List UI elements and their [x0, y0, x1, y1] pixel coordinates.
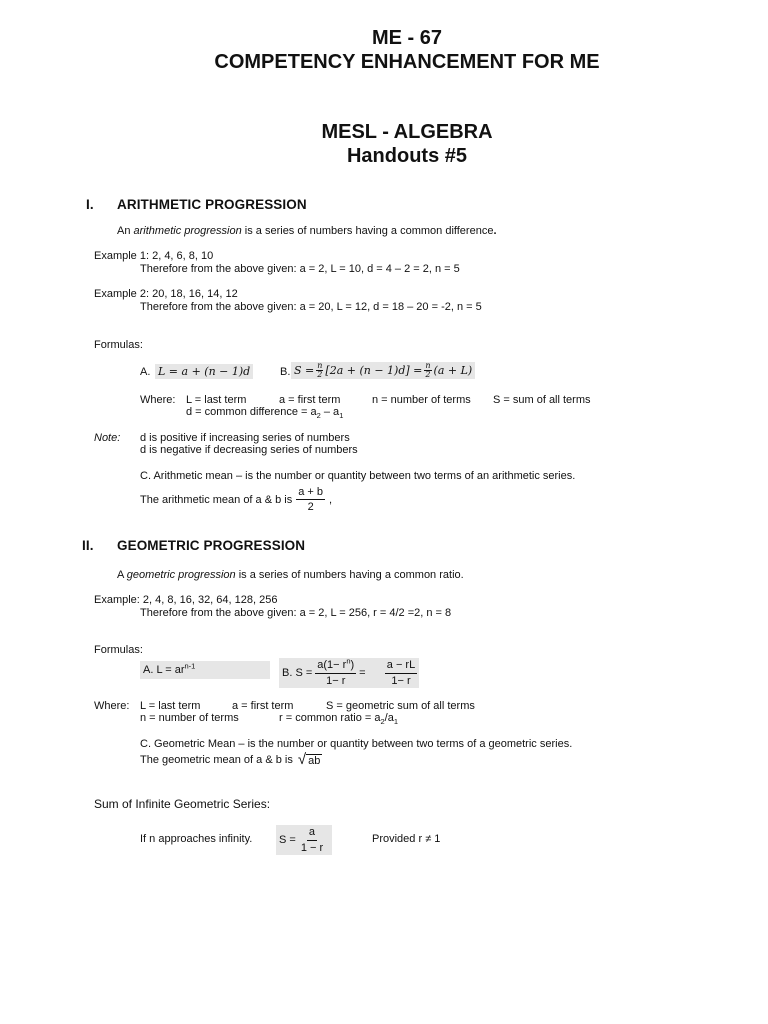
- geometric-where-first-term: a = first term: [232, 700, 294, 712]
- arithmetic-definition: An arithmetic progression is a series of numbers having a common difference.: [117, 225, 497, 237]
- geometric-example-given: Therefore from the above given: a = 2, L = 256, r = 4/2 =2, n = 8: [140, 607, 452, 619]
- geometric-where-label: Where:: [94, 700, 130, 712]
- arithmetic-example-1-given: Therefore from the above given: a = 2, L = 10, d = 4 – 2 = 2, n = 5: [140, 263, 460, 275]
- a-over-one-minus-r-fraction: $\frac{a}{1 - r}$: [300, 826, 324, 854]
- geometric-mean-formula: The geometric mean of a & b is √ ab: [140, 751, 321, 768]
- geometric-sum-fraction-2: $\frac{a - rL}{1- r}$: [386, 659, 416, 687]
- formula-geometric-sum: B. S = $\frac{a(1- r^n)}{1- r}$ =: [279, 658, 419, 688]
- n-over-2-fraction: $\frac{n}{2}$: [317, 361, 323, 379]
- arithmetic-example-2: Example 2: 20, 18, 16, 14, 12: [94, 288, 238, 300]
- where-sum-of-terms: S = sum of all terms: [493, 394, 591, 406]
- infinite-series-condition: If n approaches infinity.: [140, 833, 253, 845]
- arithmetic-example-2-given: Therefore from the above given: a = 20, L = 12, d = 18 – 20 = -2, n = 5: [140, 301, 482, 313]
- course-code: ME - 67: [371, 27, 443, 49]
- where-label: Where:: [140, 394, 176, 406]
- n-over-2-fraction: $\frac{n}{2}$: [425, 361, 431, 379]
- where-number-of-terms: n = number of terms: [372, 394, 471, 406]
- note-negative: d is negative if decreasing series of numbers: [140, 444, 358, 456]
- handout-number: Handouts #5: [346, 145, 468, 167]
- formula-infinite-sum: S = $\frac{a}{1 - r}$: [276, 825, 332, 855]
- geometric-mean-definition: C. Geometric Mean – is the number or quantity between two terms of a geometric series.: [140, 738, 573, 750]
- formula-a-label: A.: [140, 366, 151, 378]
- note-positive: d is positive if increasing series of numbers: [140, 432, 350, 444]
- section-title-geometric: GEOMETRIC PROGRESSION: [117, 538, 306, 553]
- geometric-where-common-ratio: r = common ratio = $a_2/a_1$: [279, 712, 399, 727]
- formula-geometric-last-term: A. $L = ar^{n-1}$: [140, 661, 270, 679]
- section-numeral-1: I.: [86, 197, 94, 212]
- arithmetic-mean-formula: The arithmetic mean of a & b is $\frac{a + b}{2}$ ,: [140, 486, 333, 514]
- geometric-sum-fraction-1: $\frac{a(1- r^n)}{1- r}$: [317, 656, 355, 687]
- geometric-example: Example: 2, 4, 8, 16, 32, 64, 128, 256: [94, 594, 278, 606]
- geometric-definition: A geometric progression is a series of numbers having a common ratio.: [117, 569, 464, 581]
- geometric-where-sum: S = geometric sum of all terms: [326, 700, 475, 712]
- geometric-where-last-term: L = last term: [140, 700, 201, 712]
- arithmetic-example-1: Example 1: 2, 4, 6, 8, 10: [94, 250, 214, 262]
- where-first-term: a = first term: [279, 394, 341, 406]
- formula-arithmetic-sum: S = $\frac{n}{2}$ [2a + (n − 1)d] = $\frac{n}{2}$ (a + L): [291, 362, 475, 379]
- formula-b-label: B.: [280, 366, 291, 378]
- formula-geometric-sum-alt: [384, 658, 418, 688]
- arithmetic-formulas-label: Formulas:: [94, 339, 143, 351]
- course-title: COMPETENCY ENHANCEMENT FOR ME: [214, 51, 600, 73]
- infinite-series-title: Sum of Infinite Geometric Series:: [94, 797, 271, 811]
- subject-title: MESL - ALGEBRA: [321, 121, 493, 143]
- square-root-ab: √ ab: [297, 751, 321, 768]
- note-label: Note:: [94, 432, 121, 444]
- geometric-formulas-label: Formulas:: [94, 644, 143, 656]
- infinite-series-proviso: Provided r ≠ 1: [372, 833, 441, 845]
- geometric-where-number-of-terms: n = number of terms: [140, 712, 239, 724]
- section-title-arithmetic: ARITHMETIC PROGRESSION: [117, 197, 307, 212]
- where-common-difference: d = common difference = $a_2 - a_1$: [186, 406, 344, 421]
- formula-last-term: L = a + (n − 1)d: [155, 364, 253, 379]
- a-plus-b-over-2-fraction: $\frac{a + b}{2}$: [298, 486, 324, 514]
- where-last-term: L = last term: [186, 394, 247, 406]
- section-numeral-2: II.: [82, 538, 94, 553]
- arithmetic-mean-definition: C. Arithmetic mean – is the number or quantity between two terms of an arithmetic series.: [140, 470, 576, 482]
